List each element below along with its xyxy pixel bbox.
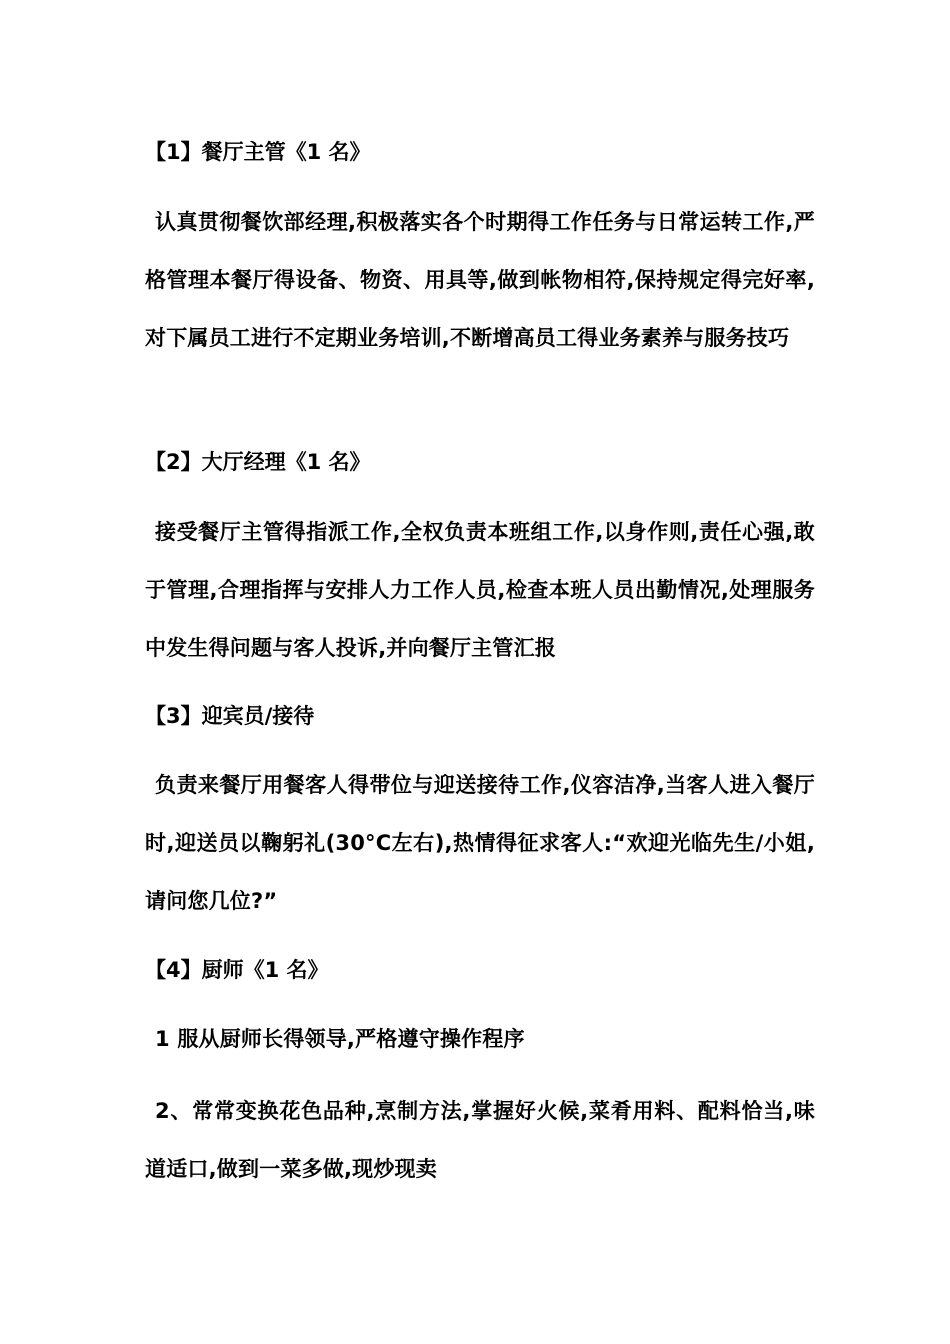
section-heading-1: 【1】餐厅主管《1 名》 — [145, 140, 371, 164]
section-3-paragraph: 负责来餐厅用餐客人得带位与迎送接待工作,仪容洁净,当客人进入餐厅时,迎送员以鞠躬礼(30°C左右),热情得征求客人:“欢迎光临先生/小姐,请问您几位?” — [145, 773, 815, 913]
section-2-paragraph: 接受餐厅主管得指派工作,全权负责本班组工作,以身作则,责任心强,敢于管理,合理指挥与安排人力工作人员,检查本班人员出勤情况,处理服务中发生得问题与客人投诉,并向餐厅主管汇报 — [145, 520, 815, 660]
section-heading-3: 【3】迎宾员/接待 — [145, 704, 315, 728]
section-4-paragraph-1: 1 服从厨师长得领导,严格遵守操作程序 — [155, 1027, 525, 1051]
section-4-paragraph-2: 2、常常变换花色品种,烹制方法,掌握好火候,菜肴用料、配料恰当,味道适口,做到一菜多做,现炒现卖 — [145, 1099, 815, 1181]
section-heading-2: 【2】大厅经理《1 名》 — [145, 450, 371, 474]
section-1-paragraph: 认真贯彻餐饮部经理,积极落实各个时期得工作任务与日常运转工作,严格管理本餐厅得设备、物资、用具等,做到帐物相符,保持规定得完好率,对下属员工进行不定期业务培训,不断增高员工得业务素养与服务技巧 — [145, 210, 815, 350]
section-heading-4: 【4】厨师《1 名》 — [145, 958, 329, 982]
